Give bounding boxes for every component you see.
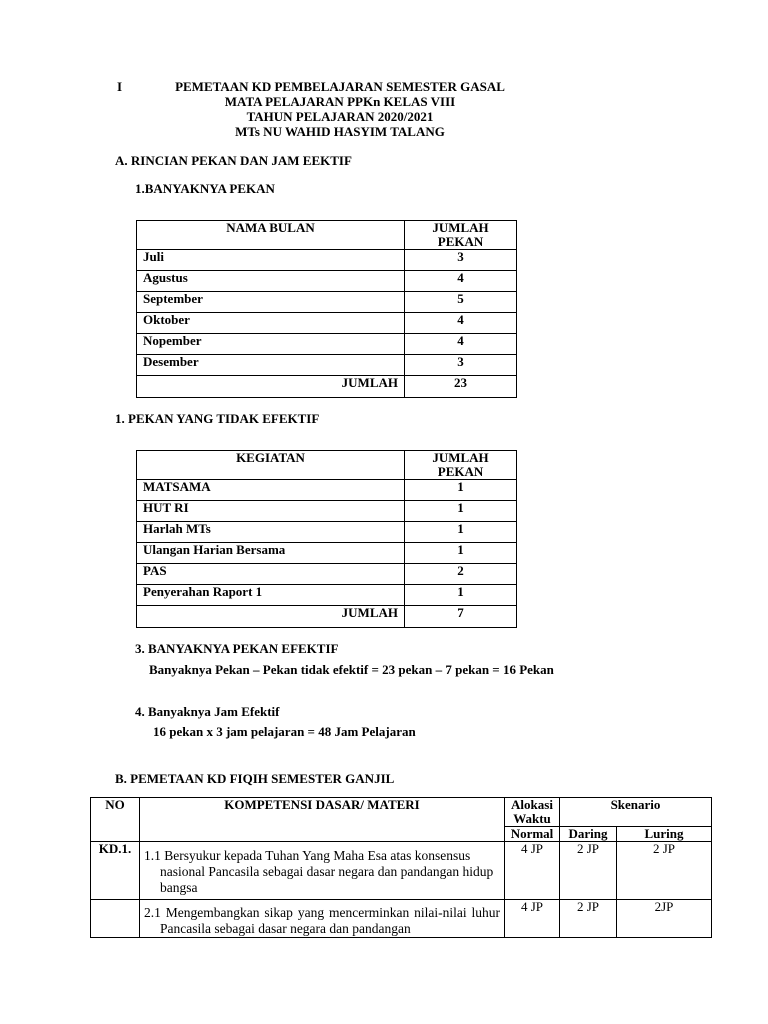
col-header-nama-bulan: NAMA BULAN [137,221,405,250]
kd-row-text: 1.1 Bersyukur kepada Tuhan Yang Maha Esa atas konsensus nasional Pancasila sebagai dasar negara dan pandangan hidup bangsa [140,842,505,900]
jam-efektif-calculation: 16 pekan x 3 jam pelajaran = 48 Jam Pelajaran [153,724,416,739]
table-row-label: MATSAMA [137,480,405,501]
subsection-jam-efektif: 4. Banyaknya Jam Efektif [135,704,280,719]
table-row-label: Ulangan Harian Bersama [137,543,405,564]
col-header-daring: Daring [560,827,617,842]
kd-row-number: KD.1. [91,842,140,900]
table-pemetaan-kd [90,797,712,938]
doc-title-line-2: MATA PELAJARAN PPKn KELAS VIII [224,94,456,109]
kd-row-daring: 2 JP [560,842,617,900]
section-b-heading: B. PEMETAAN KD FIQIH SEMESTER GANJIL [115,771,395,786]
table-banyaknya-pekan [136,220,517,398]
table-row-label: Desember [137,355,405,376]
table-row-value: 4 [405,313,517,334]
col-header-no: NO [91,798,140,842]
table-row-label: September [137,292,405,313]
table-row-value: 3 [405,250,517,271]
table-row-label: HUT RI [137,501,405,522]
table-total-value: 7 [405,606,517,628]
table-row-label: PAS [137,564,405,585]
table-row-value: 4 [405,334,517,355]
subsection-pekan-tidak-efektif: 1. PEKAN YANG TIDAK EFEKTIF [115,411,320,426]
table-row-value: 1 [405,501,517,522]
table-row-value: 1 [405,543,517,564]
subsection-banyaknya-pekan: 1.BANYAKNYA PEKAN [135,181,275,196]
col-header-skenario: Skenario [560,798,712,827]
table-row-value: 1 [405,480,517,501]
doc-title-line-3: TAHUN PELAJARAN 2020/2021 [246,109,434,124]
col-header-luring: Luring [617,827,712,842]
col-header-kegiatan: KEGIATAN [137,451,405,480]
col-header-normal: Normal [505,827,560,842]
col-header-jumlah-pekan: JUMLAH PEKAN [405,221,517,250]
kd-row-daring: 2 JP [560,900,617,938]
kd-row-normal: 4 JP [505,900,560,938]
section-numeral: I [117,79,123,94]
kd-row-normal: 4 JP [505,842,560,900]
table-row-value: 5 [405,292,517,313]
kd-row-text: 2.1 Mengembangkan sikap yang mencerminkan nilai-nilai luhur Pancasila sebagai dasar negara dan pandangan [140,900,505,938]
table-row-label: Agustus [137,271,405,292]
col-header-jumlah-pekan: JUMLAH PEKAN [405,451,517,480]
table-row-label: Penyerahan Raport 1 [137,585,405,606]
table-row-label: Juli [137,250,405,271]
table-pekan-tidak-efektif [136,450,517,628]
pekan-efektif-calculation: Banyaknya Pekan – Pekan tidak efektif = 23 pekan – 7 pekan = 16 Pekan [149,662,554,677]
kd-row-number [91,900,140,938]
table-total-label: JUMLAH [137,376,405,398]
table-row-label: Nopember [137,334,405,355]
kd-row-luring: 2 JP [617,842,712,900]
table-total-label: JUMLAH [137,606,405,628]
doc-title-line-1: PEMETAAN KD PEMBELAJARAN SEMESTER GASAL [175,79,505,94]
doc-title-line-4: MTs NU WAHID HASYIM TALANG [235,124,445,139]
kd-row-luring: 2JP [617,900,712,938]
section-a-heading: A. RINCIAN PEKAN DAN JAM EEKTIF [115,153,352,168]
table-row-label: Harlah MTs [137,522,405,543]
table-row-value: 2 [405,564,517,585]
table-row-value: 1 [405,522,517,543]
table-row-value: 1 [405,585,517,606]
table-total-value: 23 [405,376,517,398]
col-header-alokasi-waktu: Alokasi Waktu [505,798,560,827]
col-header-kompetensi-dasar: KOMPETENSI DASAR/ MATERI [140,798,505,842]
subsection-pekan-efektif: 3. BANYAKNYA PEKAN EFEKTIF [135,641,339,656]
table-row-label: Oktober [137,313,405,334]
table-row-value: 4 [405,271,517,292]
table-row-value: 3 [405,355,517,376]
